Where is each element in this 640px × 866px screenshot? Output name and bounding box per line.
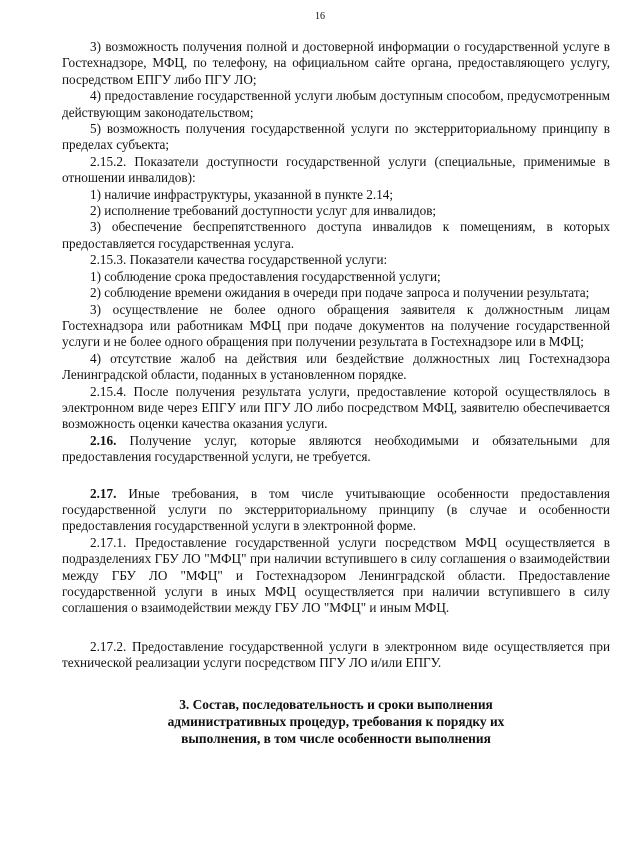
document-body [62, 39, 610, 747]
spacer [62, 466, 610, 486]
paragraph-single-visit: 3) осуществление не более одного обращения заявителя к должностным лицам Гостехнадзора или работникам МФЦ при подаче документов на получение государственной услуги и не более одного обращения при получении результата в Гостехнадзоре или в МФЦ; [62, 301, 610, 350]
paragraph-2-17-1: 2.17.1. Предоставление государственной услуги посредством МФЦ осуществляется в подразделениях ГБУ ЛО "МФЦ" при наличии вступившего в силу соглашения о взаимодействии между ГБУ ЛО "МФЦ" и Гостехнадзором Ленинградской области. Предоставление государственной услуги в иных МФЦ осуществляется при наличии вступившего в силу соглашения о взаимодействии между ГБУ ЛО "МФЦ" и иным МФЦ. [62, 534, 610, 616]
spacer [62, 617, 610, 639]
paragraph-accessibility: 2) исполнение требований доступности услуг для инвалидов; [90, 203, 437, 219]
paragraph-2-16: 2.16. Получение услуг, которые являются необходимыми и обязательными для предоставления государственной услуги, не требуется. [62, 432, 610, 465]
paragraph-5-extraterritorial: 5) возможность получения государственной услуги по экстерриториальному принципу в пределах субъекта; [62, 121, 610, 153]
page-number: 16 [315, 11, 325, 22]
heading-line: 3. Состав, последовательность и сроки выполнения [179, 696, 493, 712]
paragraph-2-17: 2.17. Иные требования, в том числе учитывающие особенности предоставления государственной услуги по экстерриториальному принципу (в случае и особенности предоставления государственной услуги в электронной форме. [62, 485, 610, 534]
paragraph-4-any-method: 4) предоставление государственной услуги любым доступным способом, предусмотренным действующим законодательством; [62, 88, 610, 120]
paragraph-unhindered-access: 3) обеспечение беспрепятственного доступа инвалидов к помещениям, в которых предоставляется государственная услуга. [62, 219, 610, 251]
paragraph-2-15-4: 2.15.4. После получения результата услуги, предоставление которой осуществлялось в электронном виде через ЕПГУ или ПГУ ЛО либо посредством МФЦ, заявителю обеспечивается возможность оценки качества оказания услуги. [62, 383, 610, 432]
paragraph-infrastructure: 1) наличие инфраструктуры, указанной в пункте 2.14; [90, 186, 394, 202]
paragraph-waiting-time: 2) соблюдение времени ожидания в очереди при подаче запроса и получении результата; [90, 285, 590, 301]
paragraph-2-15-3: 2.15.3. Показатели качества государственной услуги: [90, 252, 388, 268]
paragraph-2-15-2: 2.15.2. Показатели доступности государственной услуги (специальные, применимые в отношении инвалидов): [62, 153, 610, 186]
heading-line: административных процедур, требования к порядку их [167, 713, 505, 729]
paragraph-3-info-access: 3) возможность получения полной и достоверной информации о государственной услуге в Гостехнадзоре, МФЦ, по телефону, на официальном сайте органа, предоставляющего услугу, посредством ЕПГУ либо ПГУ ЛО; [62, 39, 610, 87]
paragraph-deadline: 1) соблюдение срока предоставления государственной услуги; [90, 268, 441, 284]
section-3-heading [62, 696, 610, 747]
paragraph-no-complaints: 4) отсутствие жалоб на действия или бездействие должностных лиц Гостехнадзора Ленинградской области, поданных в установленном порядке. [62, 350, 610, 383]
heading-line: выполнения, в том числе особенности выполнения [181, 730, 491, 746]
paragraph-2-17-2: 2.17.2. Предоставление государственной услуги в электронном виде осуществляется при технической реализации услуги посредством ПГУ ЛО и/или ЕПГУ. [62, 638, 610, 671]
spacer [62, 672, 610, 696]
